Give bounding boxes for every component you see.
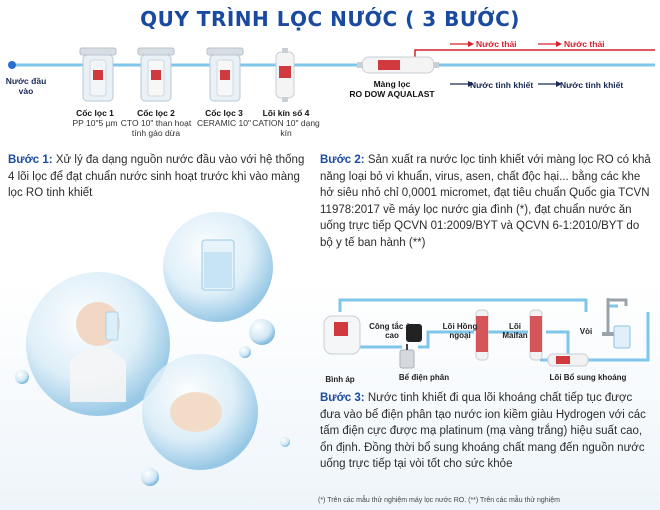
electrolysis-label: Bể điện phân: [398, 373, 450, 382]
infrared-label: Lõi Hồng ngoại: [442, 322, 478, 340]
membrane-label: [336, 79, 448, 99]
filter-3-name: Cốc lọc 3: [205, 108, 243, 118]
membrane-name: Màng lọc: [373, 79, 411, 89]
switch-label: Công tắc áp cao: [369, 322, 415, 340]
step-1-heading: Bước 1:: [8, 154, 53, 166]
step-2-heading: Bước 2:: [320, 154, 365, 166]
filter-housing-1: [80, 48, 116, 101]
step-1-paragraph: [8, 152, 308, 202]
filter-housing-2: [138, 48, 174, 101]
membrane-spec: RO DOW AQUALAST: [349, 89, 435, 99]
waste-label-1: Nước thải: [476, 39, 517, 49]
waste-water-line: [415, 41, 655, 60]
filter-2-name: Cốc lọc 2: [137, 108, 175, 118]
filter-1-name: Cốc lọc 1: [76, 108, 114, 118]
faucet-label: Vòi: [579, 327, 593, 336]
waste-label-2: Nước thải: [564, 39, 605, 49]
filter-2-spec: CTO 10" than hoạt tính gáo dừa: [120, 118, 192, 138]
mineral-label: Lõi Bổ sung khoáng: [549, 373, 627, 382]
filter-4-name: Lõi kín số 4: [262, 108, 310, 118]
step-1-text: Xử lý đa dạng nguồn nước đầu vào với hệ thống 4 lõi lọc để đạt chuẩn nước sinh hoạt trước khi vào màng lọc RO tinh khiết: [8, 154, 305, 199]
footnote: (*) Trên các mẫu thử nghiệm máy lọc nước RO. (**) Trên các mẫu thử nghiệm: [318, 497, 560, 504]
filter-2-label: [118, 108, 194, 138]
filter-1-spec: PP 10"5 µm: [72, 118, 118, 128]
step-2-paragraph: [320, 152, 654, 251]
water-input-text: Nước đầu vào: [5, 76, 47, 96]
maifan-label: Lõi Maifan: [502, 322, 528, 340]
filter-4-label: [250, 108, 322, 138]
step-2-text: Sản xuất ra nước lọc tinh khiết với màng lọc RO có khả năng loại bỏ vi khuẩn, virus, asen, chất độc hại... bằng các khe hở siêu nhỏ chỉ 0,0001 micromet, đạt tiêu chuẩn Quốc gia TCVN 11978:2017 về máy lọc nước gia đình (*), đạt chuẩn nước ăn uống trực tiếp QCVN 01:2009/BYT và QCVN 6-1:2010/BYT do bộ y tế ban hành (**): [320, 154, 651, 249]
tank-label: Bình áp: [325, 375, 355, 384]
illustration-bubbles: [0, 212, 310, 510]
sealed-cartridge-4: [276, 48, 294, 102]
page-title: QUY TRÌNH LỌC NƯỚC ( 3 BƯỚC): [140, 7, 520, 31]
filter-4-spec: CATION 10" dạng kín: [252, 118, 320, 138]
pressure-tank: [324, 316, 360, 354]
filter-3-spec: CERAMIC 10": [196, 118, 252, 128]
bubble-baby: [142, 354, 258, 470]
ro-membrane: [357, 57, 439, 73]
water-input-label: [2, 76, 50, 96]
electrolysis-unit: [400, 344, 414, 368]
pure-label-1: Nước tinh khiết: [470, 80, 534, 90]
mineral-cartridge: [548, 354, 588, 366]
pure-label-2: Nước tinh khiết: [560, 80, 624, 90]
bubble-glass-water: [163, 212, 273, 322]
step-3-text: Nước tinh khiết đi qua lõi khoáng chất tiếp tục được đưa vào bể điện phân tạo nước ion kiềm giàu Hydrogen với các tấm điện cực được mạ platinum (mạ vàng trắng) hiệu suất cao, ổn định. Đồng thời bổ sung khoáng chất mang đến nguồn nước uống trực tiếp tại vòi tốt cho sức khỏe: [320, 392, 646, 470]
step-3-paragraph: [320, 390, 654, 473]
step-3-heading: Bước 3:: [320, 392, 365, 404]
filter-housing-3: [207, 48, 243, 101]
